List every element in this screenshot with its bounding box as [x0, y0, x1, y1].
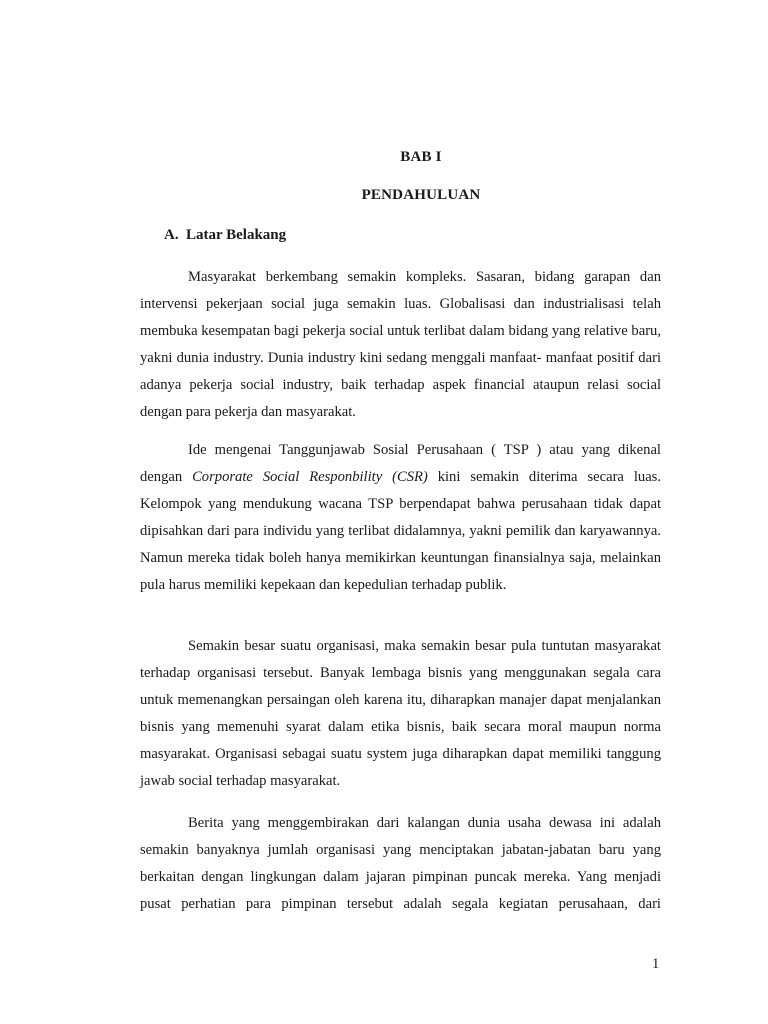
paragraph-2-term: Corporate Social Responbility (CSR) — [192, 469, 428, 485]
section-heading — [164, 227, 286, 244]
section-title: Latar Belakang — [186, 227, 287, 243]
paragraph-2-rest: kini semakin diterima secara luas. Kelompok yang mendukung wacana TSP berpendapat bahwa perusahaan tidak dapat dipisahkan dari para individu yang terlibat didalamnya, yakni pemilik dan karyawannya. Namun mereka tidak boleh hanya memikirkan keuntungan finansialnya saja, melainkan pula harus memiliki kepekaan dan kepedulian terhadap publik. — [140, 469, 661, 593]
chapter-title: PENDAHULUAN — [361, 187, 481, 203]
paragraph-2 — [140, 437, 661, 599]
section-marker: A. — [164, 227, 179, 243]
paragraph-3: Semakin besar suatu organisasi, maka semakin besar pula tuntutan masyarakat terhadap organisasi tersebut. Banyak lembaga bisnis yang menggunakan segala cara untuk memenangkan persaingan oleh karena itu, diharapkan manajer dapat menjalankan bisnis yang memenuhi syarat dalam etika bisnis, baik secara moral maupun norma masyarakat. Organisasi sebagai suatu system juga diharapkan dapat memiliki tanggung jawab social terhadap masyarakat. — [140, 638, 661, 789]
paragraph-1: Masyarakat berkembang semakin kompleks. Sasaran, bidang garapan dan intervensi pekerjaan social juga semakin luas. Globalisasi dan industrialisasi telah membuka kesempatan bagi pekerja social untuk terlibat dalam bidang yang relative baru, yakni dunia industry. Dunia industry kini sedang menggali manfaat- manfaat positif dari adanya pekerja social industry, baik terhadap aspek financial ataupun relasi social dengan para pekerja dan masyarakat. — [140, 269, 661, 420]
page-number: 1 — [652, 956, 660, 972]
chapter-number: BAB I — [400, 149, 442, 165]
paragraph-4: Berita yang menggembirakan dari kalangan dunia usaha dewasa ini adalah semakin banyaknya jumlah organisasi yang menciptakan jabatan-jabatan baru yang berkaitan dengan lingkungan dalam jajaran pimpinan puncak mereka. Yang menjadi pusat perhatian para pimpinan tersebut adalah segala kegiatan perusahaan, dari — [140, 815, 661, 912]
paragraph-2-lead: Ide mengenai Tanggunjawab Sosial Perusahaan ( TSP ) atau yang dikenal dengan — [140, 442, 661, 485]
